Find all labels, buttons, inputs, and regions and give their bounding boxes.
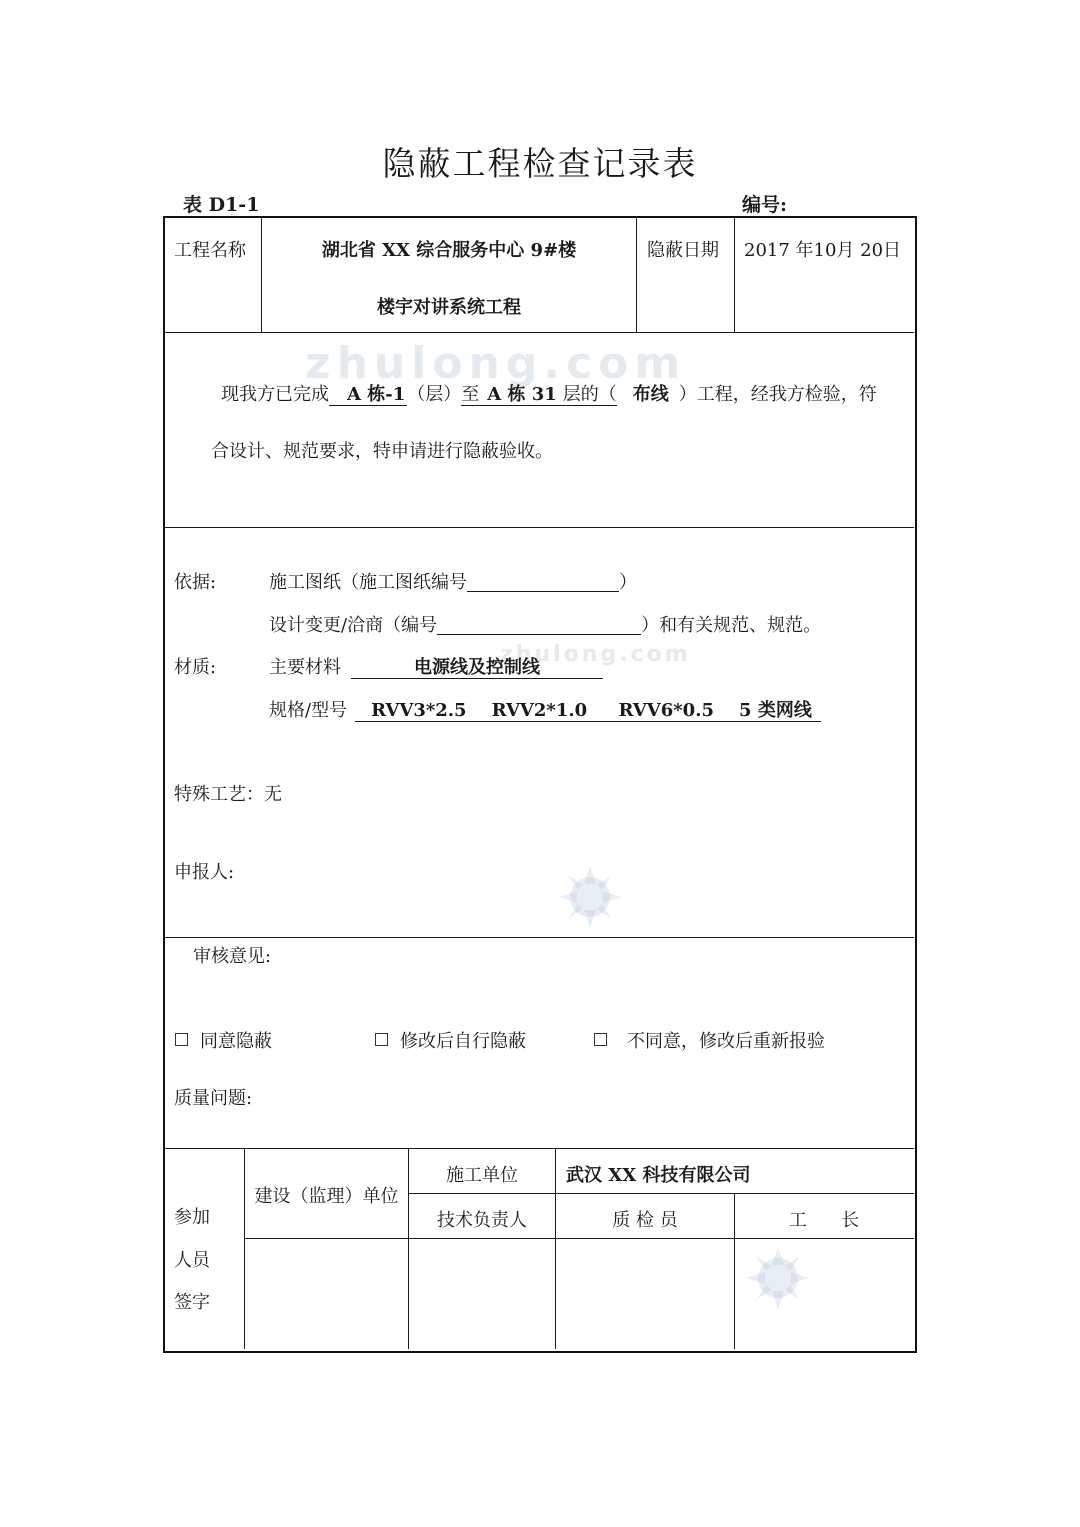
layer-of-text: 层的（ xyxy=(557,386,617,406)
spec-value: RVV3*2.5 RVV2*1.0 RVV6*0.5 5 类网线 xyxy=(355,702,821,722)
review-opinion-label: 审核意见: xyxy=(193,946,272,967)
review-option-reject[interactable]: 不同意，修改后重新报验 xyxy=(594,1027,825,1053)
declaration-suffix: ）工程，经我方检验，符 xyxy=(678,384,877,405)
contractor-label: 施工单位 xyxy=(446,1165,518,1186)
review-option-agree[interactable]: 同意隐蔽 xyxy=(175,1027,272,1053)
change-text: 设计变更/洽商（编号 xyxy=(269,615,438,636)
row-divider xyxy=(164,1148,914,1149)
layer-text: （层） xyxy=(407,384,462,405)
work-type-value: 布线 xyxy=(632,384,669,405)
checkbox-icon[interactable] xyxy=(375,1033,388,1046)
owner-signature-field[interactable] xyxy=(246,1240,407,1348)
change-number-blank xyxy=(437,613,641,635)
main-material-line xyxy=(269,653,603,679)
col-divider xyxy=(734,217,735,332)
technical-lead-signature-field[interactable] xyxy=(410,1240,554,1348)
declaration-prefix: 现我方已完成 xyxy=(221,384,329,405)
row-divider xyxy=(164,332,914,333)
special-process-label: 特殊工艺：无 xyxy=(174,784,282,805)
change-line xyxy=(269,611,821,637)
watermark-logo-icon xyxy=(557,864,623,930)
spec-label: 规格/型号 xyxy=(269,700,348,721)
participants-label-2: 人员 xyxy=(174,1250,210,1271)
row-divider xyxy=(164,527,914,528)
concealment-date-value: 2017 年10月 20日 xyxy=(744,240,902,261)
row-divider xyxy=(408,1193,914,1194)
project-name-label: 工程名称 xyxy=(174,240,246,261)
quality-inspector-label: 质 检 员 xyxy=(612,1210,678,1231)
quality-issues-label: 质量问题: xyxy=(174,1088,253,1109)
concealment-date-label: 隐蔽日期 xyxy=(647,240,719,261)
drawing-number-blank xyxy=(467,570,619,592)
form-number: 表 D1-1 xyxy=(183,194,260,216)
drawings-line xyxy=(269,568,637,594)
inspector-signature-field[interactable] xyxy=(557,1240,733,1348)
from-floor-value: A 栋-1 xyxy=(329,386,407,406)
project-name-line2: 楼宇对讲系统工程 xyxy=(377,297,521,318)
watermark-text: zhulong.com xyxy=(500,642,691,667)
main-material-label: 主要材料 xyxy=(269,657,341,678)
contractor-name: 武汉 XX 科技有限公司 xyxy=(566,1165,751,1186)
review-option-self-conceal[interactable]: 修改后自行隐蔽 xyxy=(375,1027,526,1053)
row-divider xyxy=(245,1238,914,1239)
technical-lead-label: 技术负责人 xyxy=(437,1210,527,1231)
col-divider xyxy=(555,1149,556,1349)
reporter-label: 申报人: xyxy=(174,862,235,883)
participants-label-3: 签字 xyxy=(174,1292,210,1313)
serial-number-label: 编号: xyxy=(742,194,788,216)
foreman-label: 工 长 xyxy=(788,1210,860,1231)
participants-label-1: 参加 xyxy=(174,1207,210,1228)
to-text: 至 xyxy=(461,384,480,405)
drawings-text: 施工图纸（施工图纸编号 xyxy=(269,572,467,593)
col-divider xyxy=(636,217,637,332)
declaration-line2: 合设计、规范要求，特申请进行隐蔽验收。 xyxy=(211,441,553,462)
spec-line xyxy=(269,696,821,722)
to-floor-value: A 栋 31 xyxy=(479,386,557,406)
basis-label: 依据: xyxy=(174,572,217,593)
project-name-line1: 湖北省 XX 综合服务中心 9#楼 xyxy=(321,240,577,261)
watermark-text: zhulong.com xyxy=(305,338,687,389)
foreman-signature-field[interactable] xyxy=(736,1240,912,1348)
declaration-line1 xyxy=(221,380,877,406)
col-divider xyxy=(244,1149,245,1349)
main-material-value: 电源线及控制线 xyxy=(351,659,603,679)
change-close: ）和有关规范、规范。 xyxy=(641,615,822,636)
checkbox-icon[interactable] xyxy=(594,1033,607,1046)
drawings-close: ） xyxy=(619,572,637,593)
material-label: 材质: xyxy=(174,657,217,678)
form-title: 隐蔽工程检查记录表 xyxy=(382,144,698,183)
checkbox-icon[interactable] xyxy=(175,1033,188,1046)
owner-supervisor-label: 建设（监理）单位 xyxy=(254,1186,399,1207)
row-divider xyxy=(164,937,914,938)
